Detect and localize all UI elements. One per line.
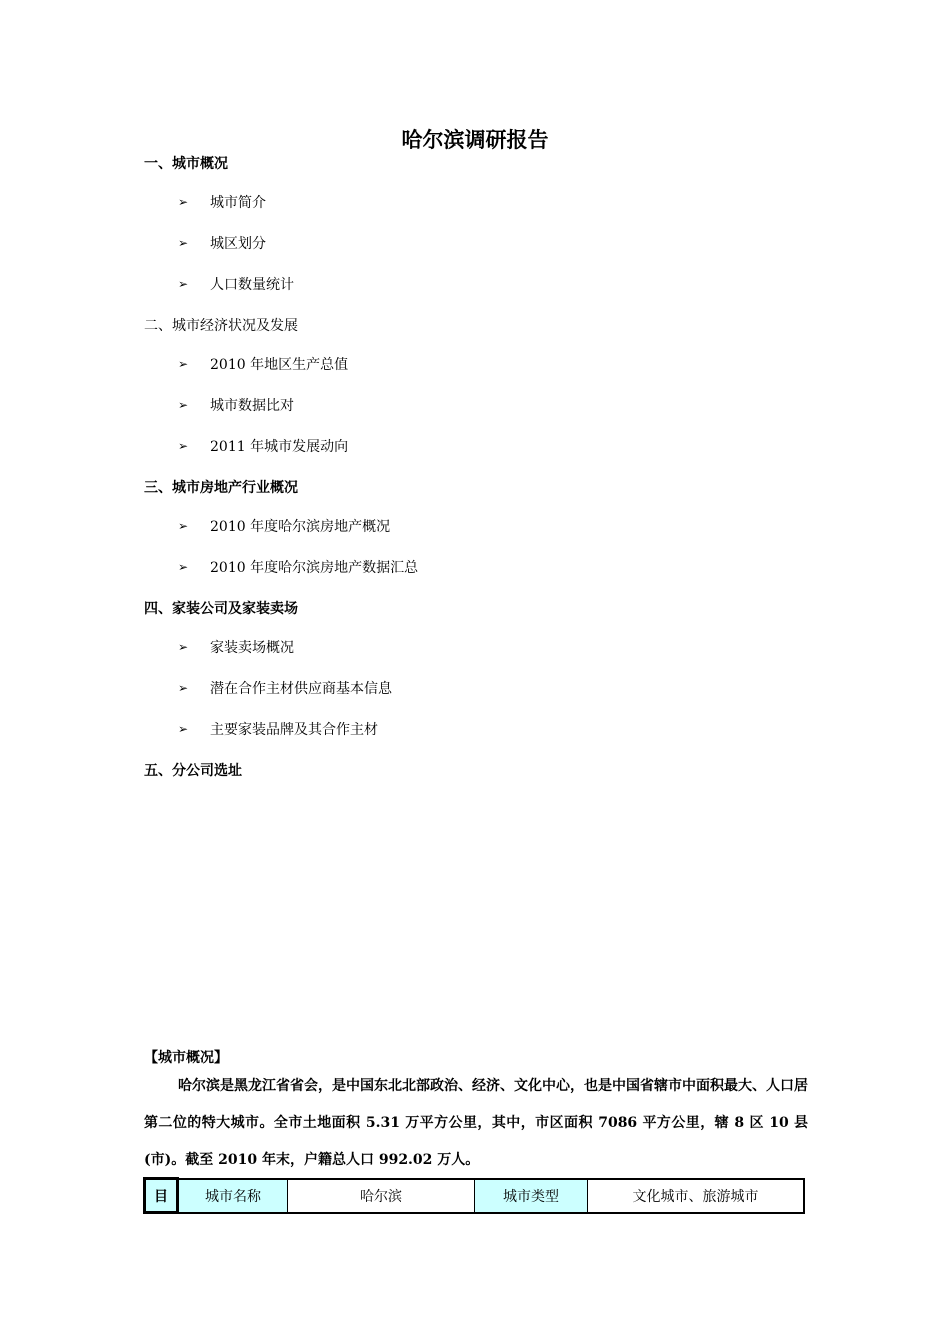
- toc-item: [178, 678, 392, 698]
- section-heading-4: 四、家装公司及家装卖场: [144, 601, 298, 617]
- city-type-label: 城市类型: [475, 1179, 588, 1213]
- toc-item: [178, 557, 418, 577]
- toc-item-label: 城区划分: [210, 236, 266, 252]
- toc-item-label: 城市简介: [210, 195, 266, 211]
- toc-item: [178, 354, 348, 374]
- arrow-bullet-icon: ➢: [178, 277, 189, 291]
- city-type-value: 文化城市、旅游城市: [588, 1179, 805, 1213]
- toc-item-label: 2010 年度哈尔滨房地产数据汇总: [210, 560, 419, 576]
- arrow-bullet-icon: ➢: [178, 640, 189, 654]
- toc-item: [178, 436, 348, 456]
- city-info-table: [143, 1177, 805, 1214]
- arrow-bullet-icon: ➢: [178, 722, 189, 736]
- toc-item: [178, 192, 266, 212]
- section-heading-5: 五、分公司选址: [144, 763, 242, 779]
- toc-item: [178, 395, 294, 415]
- toc-item-label: 潜在合作主材供应商基本信息: [210, 681, 392, 697]
- toc-marker-cell: 目: [145, 1179, 178, 1213]
- arrow-bullet-icon: ➢: [178, 357, 189, 371]
- page-title: 哈尔滨调研报告: [401, 127, 549, 152]
- section-heading-2: 二、城市经济状况及发展: [144, 318, 298, 334]
- arrow-bullet-icon: ➢: [178, 681, 189, 695]
- toc-item: [178, 516, 390, 536]
- arrow-bullet-icon: ➢: [178, 236, 189, 250]
- arrow-bullet-icon: ➢: [178, 439, 189, 453]
- section-heading-1: 一、城市概况: [144, 156, 228, 172]
- table-row: [145, 1179, 805, 1213]
- arrow-bullet-icon: ➢: [178, 560, 189, 574]
- arrow-bullet-icon: ➢: [178, 195, 189, 209]
- toc-item-label: 2010 年地区生产总值: [210, 357, 349, 373]
- arrow-bullet-icon: ➢: [178, 398, 189, 412]
- toc-item-label: 家装卖场概况: [210, 640, 294, 656]
- toc-item-label: 城市数据比对: [210, 398, 294, 414]
- overview-paragraph: 哈尔滨是黑龙江省省会，是中国东北北部政治、经济、文化中心，也是中国省辖市中面积最大、人口居第二位的特大城市。全市土地面积 5.31 万平方公里，其中，市区面积 7086 平方公里，辖 8 区 10 县(市)。截至 2010 年末，户籍总人口 992.02 万人。: [144, 1078, 808, 1168]
- toc-item: [178, 233, 266, 253]
- toc-item-label: 2011 年城市发展动向: [210, 439, 349, 455]
- city-name-label: 城市名称: [178, 1179, 288, 1213]
- toc-item-label: 主要家装品牌及其合作主材: [210, 722, 378, 738]
- section-heading-3: 三、城市房地产行业概况: [144, 480, 298, 496]
- toc-item: [178, 637, 294, 657]
- toc-item: [178, 719, 378, 739]
- city-name-value: 哈尔滨: [288, 1179, 475, 1213]
- arrow-bullet-icon: ➢: [178, 519, 189, 533]
- toc-item-label: 人口数量统计: [210, 277, 294, 293]
- toc-item: [178, 274, 294, 294]
- overview-heading: 【城市概况】: [144, 1050, 228, 1066]
- toc-item-label: 2010 年度哈尔滨房地产概况: [210, 519, 391, 535]
